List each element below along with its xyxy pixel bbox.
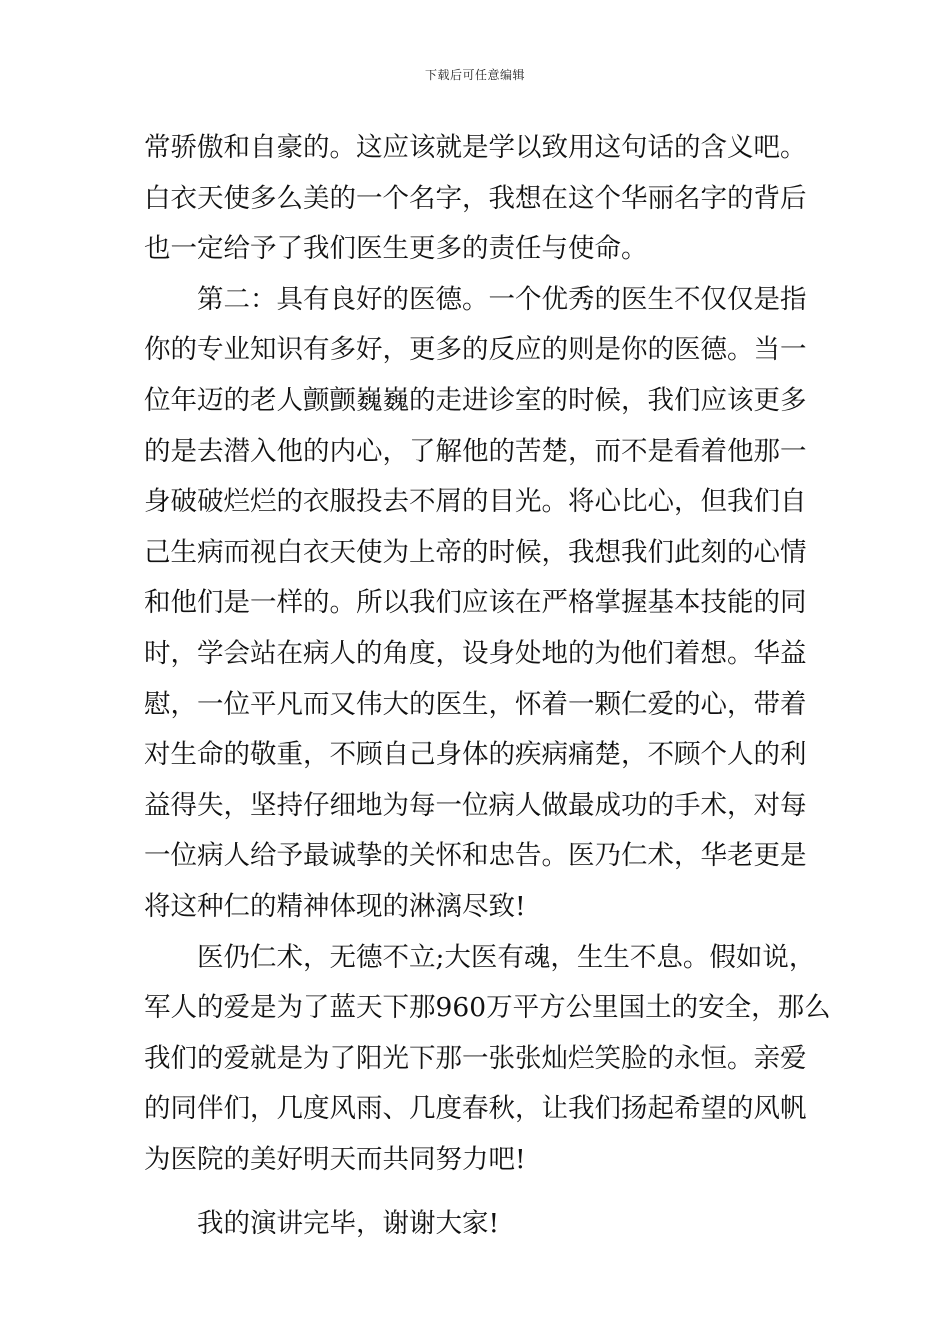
text-line: 军人的爱是为了蓝天下那960万平方公里国土的安全，那么 [144,992,831,1024]
text-line: 对生命的敬重，不顾自己身体的疾病痛楚，不顾个人的利 [144,739,807,771]
text-line: 常骄傲和自豪的。这应该就是学以致用这句话的含义吧。 [144,132,807,163]
page-header: 下载后可任意编辑 [424,68,525,82]
document-body [144,128,831,1255]
text-line: 己生病而视白衣天使为上帝的时候，我想我们此刻的心情 [144,536,807,568]
text-line: 你的专业知识有多好，更多的反应的则是你的医德。当一 [144,334,807,366]
paragraph-gap [144,1190,808,1204]
paragraph-start-line: 第二：具有良好的医德。一个优秀的医生不仅仅是指 [197,283,807,315]
text-line: 为医院的美好明天而共同努力吧! [144,1143,526,1175]
text-line: 慰，一位平凡而又伟大的医生，怀着一颗仁爱的心，带着 [144,688,807,720]
closing-line: 我的演讲完毕，谢谢大家! [197,1208,500,1240]
text-line: 位年迈的老人颤颤巍巍的走进诊室的时候，我们应该更多 [144,384,807,416]
text-line: 一位病人给予最诚挚的关怀和忠告。医乃仁术，华老更是 [144,840,807,872]
text-line: 身破破烂烂的衣服投去不屑的目光。将心比心，但我们自 [144,486,807,518]
text-line: 时，学会站在病人的角度，设身处地的为他们着想。华益 [144,637,807,669]
text-line: 的同伴们，几度风雨、几度春秋，让我们扬起希望的风帆 [144,1093,807,1125]
text-line: 和他们是一样的。所以我们应该在严格掌握基本技能的同 [144,587,807,619]
text-line: 我们的爱就是为了阳光下那一张张灿烂笑脸的永恒。亲爱 [144,1042,807,1074]
text-line: 益得失，坚持仔细地为每一位病人做最成功的手术，对每 [144,789,807,821]
text-line: 将这种仁的精神体现的淋漓尽致! [144,890,526,922]
text-line: 也一定给予了我们医生更多的责任与使命。 [144,233,648,265]
paragraph-start-line: 医仍仁术，无德不立;大医有魂，生生不息。假如说， [197,941,816,973]
text-line: 的是去潜入他的内心，了解他的苦楚，而不是看着他那一 [144,435,807,467]
text-line: 白衣天使多么美的一个名字，我想在这个华丽名字的背后 [144,182,807,214]
